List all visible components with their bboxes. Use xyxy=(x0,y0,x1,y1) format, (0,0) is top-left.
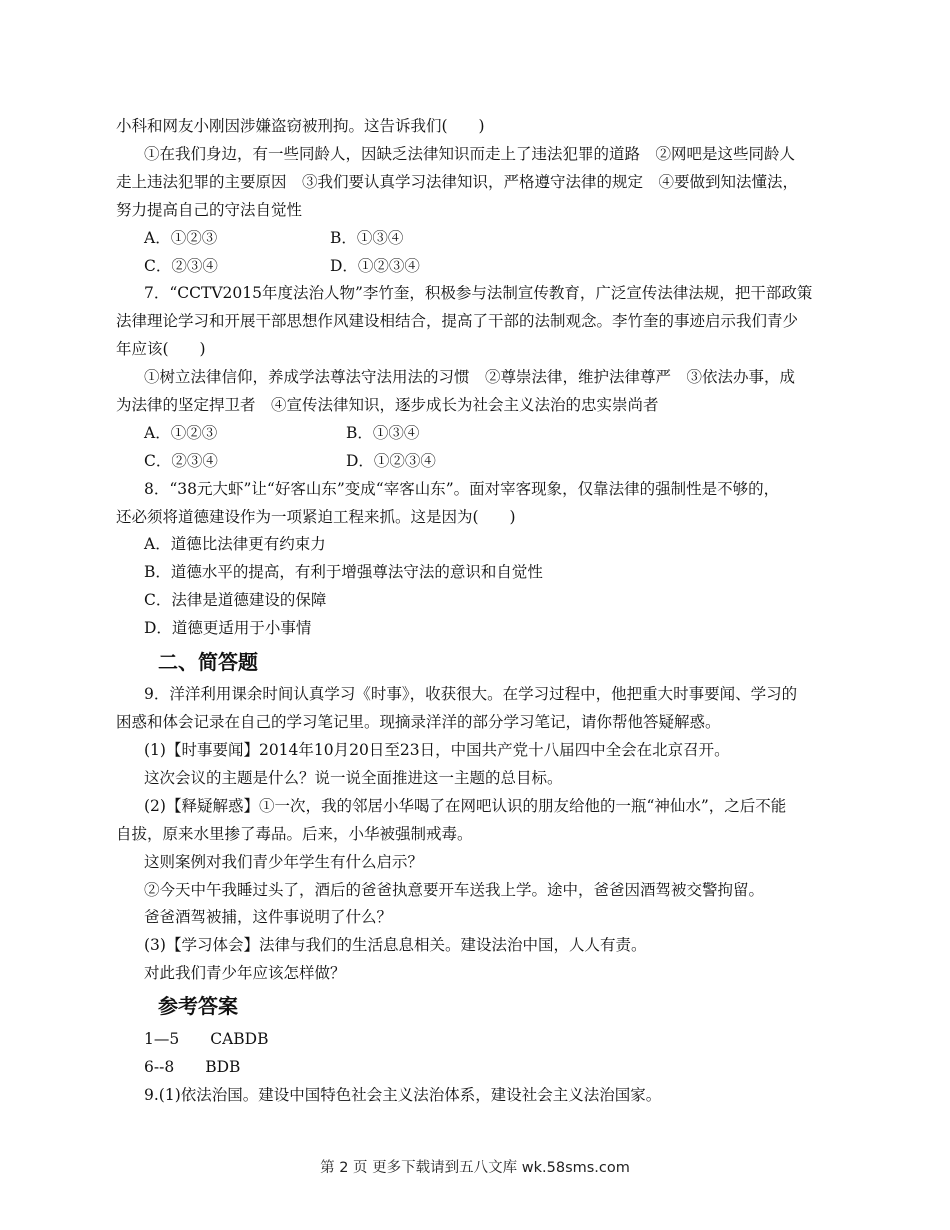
q9-part2-question: 这则案例对我们青少年学生有什么启示？ xyxy=(144,853,424,871)
q6-statement-3: 努力提高自己的守法自觉性 xyxy=(116,201,303,219)
q9-part1-question: 这次会议的主题是什么？说一说全面推进这一主题的总目标。 xyxy=(144,769,563,787)
q9-part2-a: (2)【释疑解惑】①一次，我的邻居小华喝了在网吧认识的朋友给他的一瓶“神仙水”，之后不能 xyxy=(144,797,787,815)
q6-option-b: B．①③④ xyxy=(330,229,404,247)
q7-option-c: C．②③④ xyxy=(144,452,218,470)
q9-part2-b: 自拔，原来水里掺了毒品。后来，小华被强制戒毒。 xyxy=(116,825,473,843)
q6-tail: 小科和网友小刚因涉嫌盗窃被刑拘。这告诉我们( ) xyxy=(116,117,485,135)
q8-option-d: D．道德更适用于小事情 xyxy=(144,619,312,637)
q8-line-1: 8．“38元大虾”让“好客山东”变成“宰客山东”。面对宰客现象，仅靠法律的强制性是不够的， xyxy=(144,480,780,498)
q7-line-2: 法律理论学习和开展干部思想作风建设相结合，提高了干部的法制观念。李竹奎的事迹启示我们青少 xyxy=(116,312,799,330)
q6-option-a: A．①②③ xyxy=(144,229,218,247)
q6-statement-2: 走上违法犯罪的主要原因 ③我们要认真学习法律知识，严格遵守法律的规定 ④要做到知法懂法， xyxy=(116,173,799,191)
answer-line-2: 6--8 BDB xyxy=(144,1058,241,1076)
q9-part3-question: 对此我们青少年应该怎样做？ xyxy=(144,964,346,982)
q9-part2-c: ②今天中午我睡过头了，酒后的爸爸执意要开车送我上学。途中，爸爸因酒驾被交警拘留。 xyxy=(144,881,765,899)
answer-line-3: 9.(1)依法治国。建设中国特色社会主义法治体系，建设社会主义法治国家。 xyxy=(144,1086,662,1104)
q9-part3: (3)【学习体会】法律与我们的生活息息相关。建设法治中国，人人有责。 xyxy=(144,936,647,954)
q9-part2-c-question: 爸爸酒驾被捕，这件事说明了什么？ xyxy=(144,908,393,926)
page-footer: 第 2 页 更多下载请到五八文库 wk.58sms.com xyxy=(320,1160,630,1176)
section-heading-answers: 参考答案 xyxy=(158,994,238,1018)
q7-statement-2: 为法律的坚定捍卫者 ④宣传法律知识，逐步成长为社会主义法治的忠实崇尚者 xyxy=(116,396,659,414)
section-heading-short-answer: 二、简答题 xyxy=(158,650,258,674)
q7-statement-1: ①树立法律信仰，养成学法尊法守法用法的习惯 ②尊崇法律，维护法律尊严 ③依法办事，成 xyxy=(144,368,796,386)
q8-line-2: 还必须将道德建设作为一项紧迫工程来抓。这是因为( ) xyxy=(116,508,516,526)
q8-option-b: B．道德水平的提高，有利于增强尊法守法的意识和自觉性 xyxy=(144,563,543,581)
q8-option-a: A．道德比法律更有约束力 xyxy=(144,535,326,553)
q7-option-a: A．①②③ xyxy=(144,424,218,442)
q7-option-d: D．①②③④ xyxy=(346,452,436,470)
q9-line-2: 困惑和体会记录在自己的学习笔记里。现摘录洋洋的部分学习笔记，请你帮他答疑解惑。 xyxy=(116,713,721,731)
q8-option-c: C．法律是道德建设的保障 xyxy=(144,591,327,609)
q7-option-b: B．①③④ xyxy=(346,424,420,442)
q6-option-c: C．②③④ xyxy=(144,257,218,275)
q7-line-3: 年应该( ) xyxy=(116,340,206,358)
q9-part1: (1)【时事要闻】2014年10月20日至23日，中国共产党十八届四中全会在北京召开。 xyxy=(144,741,730,759)
q7-line-1: 7．“CCTV2015年度法治人物”李竹奎，积极参与法制宣传教育，广泛宣传法律法规，把干部政策 xyxy=(144,284,813,302)
q6-option-d: D．①②③④ xyxy=(330,257,420,275)
q6-statement-1: ①在我们身边，有一些同龄人，因缺乏法律知识而走上了违法犯罪的道路 ②网吧是这些同龄人 xyxy=(144,145,796,163)
answer-line-1: 1—5 CABDB xyxy=(144,1030,269,1048)
q9-line-1: 9．洋洋利用课余时间认真学习《时事》，收获很大。在学习过程中，他把重大时事要闻、学习的 xyxy=(144,685,798,703)
